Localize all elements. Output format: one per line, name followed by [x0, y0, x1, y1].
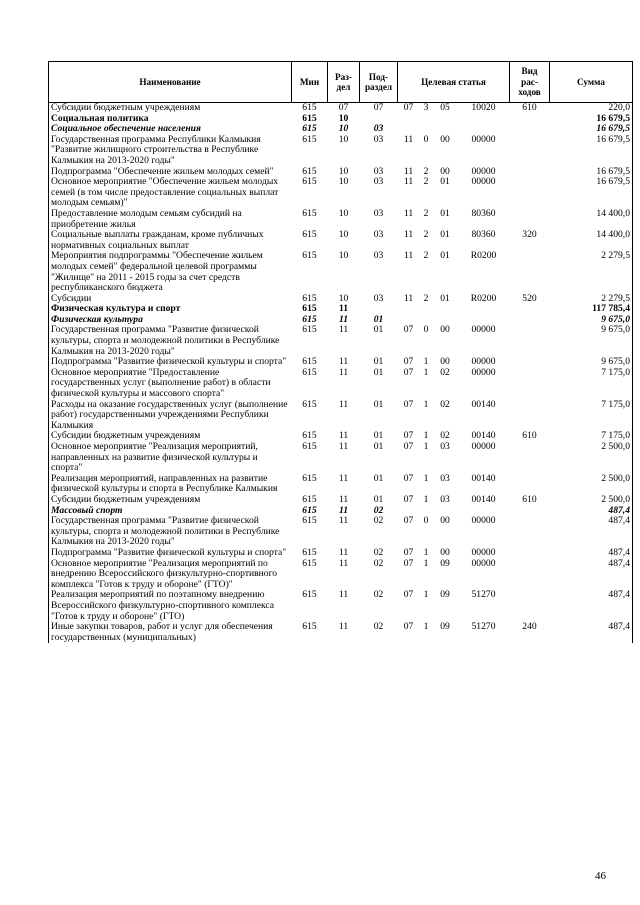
row-name: Социальная политика — [51, 112, 149, 124]
row-target-event: 02 — [440, 430, 450, 442]
row-target-code: 00000 — [471, 165, 496, 177]
row-target-program — [398, 304, 420, 315]
row-target-code: R0200 — [470, 250, 497, 262]
table-row — [49, 325, 633, 357]
row-podrazdel: 01 — [373, 430, 384, 442]
row-razdel: 11 — [338, 398, 349, 410]
row-razdel: 10 — [338, 176, 349, 188]
row-min: 615 — [302, 366, 317, 378]
table-row — [49, 548, 633, 559]
row-min: 615 — [302, 292, 317, 304]
row-podrazdel: 02 — [373, 504, 384, 516]
row-vid — [510, 135, 550, 167]
row-razdel: 11 — [338, 303, 349, 315]
row-target-code: 00000 — [471, 356, 496, 368]
row-target-program: 07 — [403, 356, 414, 368]
row-min: 615 — [302, 176, 317, 188]
row-podrazdel: 03 — [373, 165, 384, 177]
row-target-event — [433, 304, 458, 315]
row-vid — [510, 357, 550, 368]
header-name: Наименование — [49, 62, 292, 103]
row-vid — [510, 177, 550, 209]
row-vid — [510, 506, 550, 517]
row-vid — [510, 124, 550, 135]
row-sum: 16 679,5 — [596, 112, 630, 124]
row-podrazdel: 03 — [373, 207, 384, 219]
row-vid — [510, 304, 550, 315]
row-sum: 14 400,0 — [596, 229, 630, 241]
row-target-program — [398, 114, 420, 125]
row-min: 615 — [302, 504, 317, 516]
row-vid — [510, 315, 550, 326]
header-vid: Вид рас- ходов — [510, 62, 550, 103]
row-target-event: 00 — [440, 515, 450, 527]
row-min: 615 — [302, 398, 317, 410]
row-target-code: R0200 — [470, 292, 497, 304]
table-row — [49, 135, 633, 167]
row-podrazdel: 01 — [373, 441, 384, 452]
row-target-event: 00 — [440, 356, 450, 368]
table-row — [49, 442, 633, 474]
row-min: 615 — [302, 207, 317, 219]
row-name: Реализация мероприятий, направленных на развитие физической культуры и спорта в Республике Калмыкия — [51, 472, 278, 495]
row-razdel: 10 — [338, 207, 349, 219]
row-sum: 9 675,0 — [601, 313, 630, 325]
row-min: 615 — [302, 472, 317, 484]
row-vid: 610 — [522, 102, 537, 113]
row-target-code — [458, 304, 510, 315]
page-number: 46 — [595, 870, 606, 882]
table-row — [49, 622, 633, 643]
row-target-subprogram: 1 — [423, 589, 429, 601]
row-target-subprogram — [420, 114, 433, 125]
row-razdel: 10 — [338, 133, 349, 145]
row-name: Иные закупки товаров, работ и услуг для обеспечения государственных (муниципальных) — [51, 621, 273, 643]
row-sum: 9 675,0 — [601, 324, 630, 336]
row-target-code: 51270 — [471, 589, 496, 601]
row-target-code — [458, 114, 510, 125]
table-row — [49, 400, 633, 432]
row-target-event: 00 — [440, 165, 450, 177]
row-target-program: 11 — [403, 229, 414, 241]
row-sum: 7 175,0 — [601, 398, 630, 410]
row-target-program: 07 — [403, 589, 414, 601]
row-razdel: 11 — [338, 621, 349, 633]
row-min: 615 — [302, 133, 317, 145]
row-min: 615 — [302, 123, 317, 135]
row-podrazdel: 02 — [373, 515, 384, 527]
row-razdel: 10 — [338, 112, 349, 124]
row-min: 615 — [302, 102, 317, 113]
row-target-code: 00000 — [471, 366, 496, 378]
row-min: 615 — [302, 441, 317, 452]
row-target-event: 02 — [440, 398, 450, 410]
row-podrazdel: 03 — [373, 250, 384, 262]
table-header — [49, 62, 633, 103]
row-target-program: 07 — [403, 472, 414, 484]
table-row — [49, 209, 633, 230]
row-target-code: 00000 — [471, 441, 496, 452]
row-target-event: 01 — [440, 207, 450, 219]
row-sum: 7 175,0 — [601, 430, 630, 442]
row-podrazdel: 01 — [373, 493, 384, 505]
row-podrazdel: 03 — [373, 176, 384, 188]
row-name: Массовый спорт — [51, 504, 123, 516]
row-target-event: 01 — [440, 229, 450, 241]
row-target-subprogram: 1 — [423, 398, 429, 410]
table-row — [49, 368, 633, 400]
row-target-subprogram: 2 — [423, 165, 429, 177]
row-razdel: 11 — [338, 430, 349, 442]
row-sum: 2 500,0 — [601, 472, 630, 484]
row-target-event: 00 — [440, 324, 450, 336]
row-name: Физическая культура и спорт — [51, 303, 181, 315]
row-min: 615 — [302, 493, 317, 505]
row-target-code: 10020 — [471, 102, 496, 113]
row-name: Основное мероприятие "Реализация мероприятий по внедрению Всероссийского физкультурно-спортивного комплекса "Готов к труду и обороне" (ГТО)" — [51, 557, 278, 590]
row-target-program: 07 — [403, 441, 414, 452]
row-vid — [510, 251, 550, 293]
row-vid — [510, 516, 550, 548]
row-min: 615 — [302, 324, 317, 336]
row-sum: 2 279,5 — [601, 250, 630, 262]
row-target-subprogram: 2 — [423, 207, 429, 219]
row-name: Подпрограмма "Обеспечение жильем молодых семей" — [51, 165, 274, 177]
row-target-program: 07 — [403, 366, 414, 378]
row-target-subprogram — [420, 304, 433, 315]
row-target-code: 00140 — [471, 430, 496, 442]
row-target-event: 03 — [440, 493, 450, 505]
budget-table — [48, 61, 633, 643]
row-sum: 9 675,0 — [601, 356, 630, 368]
row-sum: 117 785,4 — [592, 303, 630, 315]
row-target-program: 11 — [403, 176, 414, 188]
row-vid — [510, 559, 550, 591]
row-target-event: 00 — [440, 133, 450, 145]
row-target-code: 00000 — [471, 557, 496, 569]
row-target-event: 09 — [440, 589, 450, 601]
row-target-subprogram: 1 — [423, 472, 429, 484]
row-target-code: 00140 — [471, 493, 496, 505]
row-vid — [510, 325, 550, 357]
row-target-program: 07 — [403, 430, 414, 442]
row-podrazdel: 03 — [373, 229, 384, 241]
row-name: Государственная программа "Развитие физической культуры, спорта и молодежной политики в Республике Калмыкия на 2013-2020 годы" — [51, 324, 280, 357]
row-sum: 2 279,5 — [601, 292, 630, 304]
row-sum: 487,4 — [608, 621, 630, 633]
row-vid — [510, 400, 550, 432]
row-min: 615 — [302, 250, 317, 262]
header-razdel: Раз- дел — [328, 62, 360, 103]
row-razdel: 11 — [338, 589, 349, 601]
row-name: Физическая культура — [51, 313, 143, 325]
row-podrazdel: 01 — [373, 366, 384, 378]
row-target-program: 11 — [403, 207, 414, 219]
row-podrazdel: 02 — [373, 589, 384, 601]
row-target-event: 01 — [440, 250, 450, 262]
row-target-code: 00140 — [471, 398, 496, 410]
header-sum: Сумма — [550, 62, 633, 103]
table-row — [49, 495, 633, 506]
row-sum: 487,4 — [608, 589, 630, 601]
row-target-event: 01 — [440, 176, 450, 188]
row-name: Социальные выплаты гражданам, кроме публичных нормативных социальных выплат — [51, 229, 264, 251]
row-podrazdel: 01 — [373, 313, 384, 325]
row-name: Реализация мероприятий по поэтапному внедрению Всероссийского физкультурно-спортивного комплекса "Готов к труду и обороне" (ГТО) — [51, 589, 275, 622]
row-target-program: 07 — [403, 102, 414, 113]
row-target-code: 00000 — [471, 324, 496, 336]
row-target-program: 07 — [403, 324, 414, 336]
row-min: 615 — [302, 589, 317, 601]
row-target-code: 00000 — [471, 546, 496, 558]
row-razdel: 11 — [338, 515, 349, 527]
row-target-event: 03 — [440, 472, 450, 484]
table-row — [49, 516, 633, 548]
header-podrazdel: Под- раздел — [360, 62, 398, 103]
row-vid — [510, 167, 550, 178]
table-row — [49, 103, 633, 114]
row-razdel: 11 — [338, 324, 349, 336]
table-row — [49, 251, 633, 293]
row-name: Предоставление молодым семьям субсидий на приобретение жилья — [51, 207, 242, 230]
row-vid — [510, 114, 550, 125]
row-name: Субсидии бюджетным учреждениям — [51, 493, 201, 505]
row-target-event — [433, 114, 458, 125]
header-target: Целевая статья — [398, 62, 510, 103]
row-vid — [510, 590, 550, 622]
row-razdel: 11 — [338, 441, 349, 452]
row-min: 615 — [302, 165, 317, 177]
row-target-program: 11 — [403, 133, 414, 145]
row-target-subprogram: 0 — [423, 133, 429, 145]
row-razdel: 11 — [338, 313, 349, 325]
row-name: Основное мероприятие "Реализация мероприятий, направленных на развитие физической культуры и спорта" — [51, 441, 258, 474]
row-min: 615 — [302, 557, 317, 569]
table-row — [49, 474, 633, 495]
row-sum: 7 175,0 — [601, 366, 630, 378]
row-target-event: 03 — [440, 441, 450, 452]
row-vid: 610 — [522, 493, 537, 505]
row-target-subprogram: 2 — [423, 176, 429, 188]
row-target-program: 11 — [403, 165, 414, 177]
row-min: 615 — [302, 356, 317, 368]
row-sum: 487,4 — [608, 504, 630, 516]
row-target-program: 11 — [403, 250, 414, 262]
row-target-subprogram: 3 — [423, 102, 429, 113]
row-name: Государственная программа Республики Калмыкия "Развитие жилищного строительства в Республике Калмыкия на 2013-2020 годы" — [51, 133, 261, 166]
row-razdel: 10 — [338, 250, 349, 262]
row-target-subprogram: 1 — [423, 356, 429, 368]
row-razdel: 11 — [338, 557, 349, 569]
header-min: Мин — [292, 62, 328, 103]
row-vid: 320 — [522, 229, 537, 241]
row-target-program: 07 — [403, 557, 414, 569]
row-target-code: 51270 — [471, 621, 496, 633]
row-sum: 2 500,0 — [601, 493, 630, 505]
row-target-subprogram: 0 — [423, 515, 429, 527]
table-row — [49, 559, 633, 591]
row-sum: 16 679,5 — [596, 123, 630, 135]
row-podrazdel: 02 — [373, 546, 384, 558]
row-vid — [510, 548, 550, 559]
row-name: Подпрограмма "Развитие физической культуры и спорта" — [51, 356, 287, 368]
row-vid — [510, 474, 550, 495]
row-min: 615 — [302, 313, 317, 325]
row-razdel: 10 — [338, 165, 349, 177]
row-target-program: 07 — [403, 621, 414, 633]
row-name: Субсидии бюджетным учреждениям — [51, 430, 201, 442]
row-name: Основное мероприятие "Обеспечение жильем молодых семей (в том числе предоставление социальных выплат молодым семьям)" — [51, 176, 279, 209]
row-podrazdel: 01 — [373, 356, 384, 368]
row-target-program: 07 — [403, 515, 414, 527]
row-target-program: 07 — [403, 546, 414, 558]
row-target-code: 00000 — [471, 133, 496, 145]
row-target-code: 00140 — [471, 472, 496, 484]
row-min: 615 — [302, 430, 317, 442]
row-vid — [510, 368, 550, 400]
row-target-event: 05 — [440, 102, 450, 113]
row-target-subprogram: 2 — [423, 229, 429, 241]
row-target-subprogram: 1 — [423, 366, 429, 378]
row-sum: 2 500,0 — [601, 441, 630, 452]
row-razdel: 10 — [338, 123, 349, 135]
row-target-event: 02 — [440, 366, 450, 378]
row-sum: 487,4 — [608, 557, 630, 569]
row-podrazdel: 03 — [373, 123, 384, 135]
row-podrazdel: 02 — [373, 557, 384, 569]
row-vid — [510, 209, 550, 230]
row-target-subprogram: 1 — [423, 546, 429, 558]
row-target-program: 11 — [403, 292, 414, 304]
row-target-event: 00 — [440, 546, 450, 558]
row-target-subprogram: 1 — [423, 493, 429, 505]
row-target-program: 07 — [403, 398, 414, 410]
row-razdel: 11 — [338, 493, 349, 505]
row-podrazdel: 07 — [373, 102, 384, 113]
row-podrazdel: 03 — [373, 133, 384, 145]
row-target-subprogram: 2 — [423, 292, 429, 304]
row-razdel: 11 — [338, 366, 349, 378]
row-min: 615 — [302, 621, 317, 633]
row-target-program: 07 — [403, 493, 414, 505]
row-vid: 240 — [522, 621, 537, 633]
row-target-subprogram: 2 — [423, 250, 429, 262]
row-vid: 610 — [522, 430, 537, 442]
row-target-subprogram: 1 — [423, 430, 429, 442]
row-target-subprogram: 1 — [423, 557, 429, 569]
row-sum: 220,0 — [608, 102, 630, 113]
row-razdel: 10 — [338, 229, 349, 241]
row-sum: 16 679,5 — [596, 165, 630, 177]
row-name: Мероприятия подпрограммы "Обеспечение жильем молодых семей" федеральной целевой программы "Жилище" на 2011 - 2015 годы за счет средств республиканского бюджета — [51, 250, 263, 294]
row-podrazdel: 01 — [373, 398, 384, 410]
row-razdel: 11 — [338, 546, 349, 558]
row-podrazdel: 03 — [373, 292, 384, 304]
row-name: Социальное обеспечение населения — [51, 123, 201, 135]
row-podrazdel: 02 — [373, 621, 384, 633]
row-target-code: 80360 — [471, 229, 496, 241]
row-sum: 16 679,5 — [596, 176, 630, 188]
table-row — [49, 590, 633, 622]
table-body — [49, 103, 633, 644]
row-name: Субсидии — [51, 292, 92, 304]
table-row — [49, 230, 633, 251]
row-target-event: 01 — [440, 292, 450, 304]
row-name: Расходы на оказание государственных услуг (выполнение работ) государственными учреждениями Республики Калмыкия — [51, 398, 288, 431]
row-vid: 520 — [522, 292, 537, 304]
row-name: Субсидии бюджетным учреждениям — [51, 102, 201, 113]
row-razdel: 11 — [338, 472, 349, 484]
row-target-code: 80360 — [471, 207, 496, 219]
row-target-event: 09 — [440, 557, 450, 569]
row-min: 615 — [302, 229, 317, 241]
row-min: 615 — [302, 515, 317, 527]
row-target-subprogram: 1 — [423, 441, 429, 452]
row-sum: 14 400,0 — [596, 207, 630, 219]
row-target-event: 09 — [440, 621, 450, 633]
row-sum: 487,4 — [608, 546, 630, 558]
row-razdel: 11 — [338, 504, 349, 516]
row-razdel: 10 — [338, 292, 349, 304]
row-target-subprogram: 1 — [423, 621, 429, 633]
row-name: Государственная программа "Развитие физической культуры, спорта и молодежной политики в Республике Калмыкия на 2013-2020 годы" — [51, 515, 280, 548]
row-target-code: 00000 — [471, 515, 496, 527]
row-min: 615 — [302, 303, 317, 315]
row-name: Подпрограмма "Развитие физической культуры и спорта" — [51, 546, 287, 558]
row-podrazdel: 01 — [373, 472, 384, 484]
table-row — [49, 177, 633, 209]
row-vid — [510, 442, 550, 474]
row-target-code: 00000 — [471, 176, 496, 188]
row-razdel: 11 — [338, 356, 349, 368]
row-name: Основное мероприятие "Предоставление государственных услуг (выполнение работ) в области физической культуры и массового спорта" — [51, 366, 271, 400]
row-podrazdel: 01 — [373, 324, 384, 336]
row-min: 615 — [302, 112, 317, 124]
row-min: 615 — [302, 546, 317, 558]
row-sum: 487,4 — [608, 515, 630, 527]
row-sum: 16 679,5 — [596, 133, 630, 145]
row-razdel: 07 — [338, 102, 349, 113]
row-target-subprogram: 0 — [423, 324, 429, 336]
